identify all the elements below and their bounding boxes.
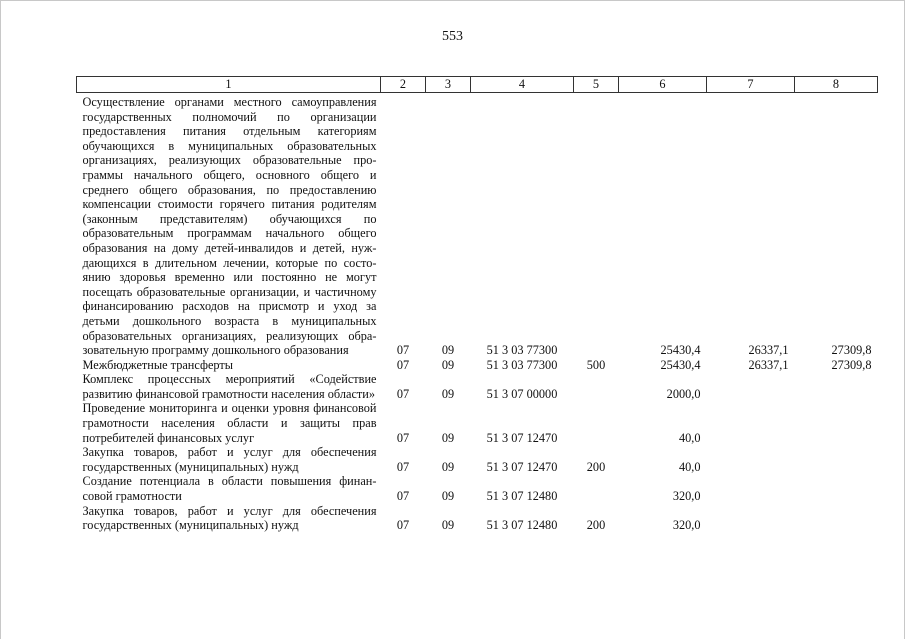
row-value-2 bbox=[707, 504, 795, 533]
row-section: 07 bbox=[396, 386, 410, 401]
row-value-2 bbox=[707, 474, 795, 503]
table-row bbox=[77, 401, 878, 445]
row-value-2: 26337,1 bbox=[748, 357, 789, 372]
row-section: 07 bbox=[396, 430, 410, 445]
row-target-code: 51 3 07 12470 bbox=[486, 459, 558, 474]
row-name: Создание потенциала в области повышения финансовой грамотности bbox=[82, 474, 377, 504]
row-expense-type bbox=[574, 401, 619, 445]
row-value-1: 40,0 bbox=[678, 430, 701, 445]
table-row bbox=[77, 358, 878, 373]
row-value-1: 25430,4 bbox=[660, 343, 701, 358]
row-subsection: 09 bbox=[441, 489, 455, 504]
table-row bbox=[77, 93, 878, 358]
row-section: 07 bbox=[396, 489, 410, 504]
header-col-8: 8 bbox=[795, 77, 878, 93]
row-value-1: 320,0 bbox=[672, 518, 701, 533]
row-subsection: 09 bbox=[441, 459, 455, 474]
row-name: Межбюджетные трансферты bbox=[82, 357, 234, 372]
header-col-3: 3 bbox=[426, 77, 471, 93]
header-row bbox=[77, 77, 878, 93]
row-target-code: 51 3 07 00000 bbox=[486, 386, 558, 401]
header-col-1: 1 bbox=[77, 77, 381, 93]
header-col-2: 2 bbox=[381, 77, 426, 93]
row-section: 07 bbox=[396, 343, 410, 358]
row-value-3 bbox=[795, 445, 878, 474]
row-value-3: 27309,8 bbox=[831, 357, 872, 372]
row-target-code: 51 3 07 12480 bbox=[486, 489, 558, 504]
row-name: Комплекс процессных мероприятий «Содействие развитию финансовой грамотности населения области» bbox=[82, 372, 377, 401]
row-value-1: 40,0 bbox=[678, 459, 701, 474]
header-col-5: 5 bbox=[574, 77, 619, 93]
row-section: 07 bbox=[396, 459, 410, 474]
budget-table bbox=[76, 76, 878, 533]
header-col-6: 6 bbox=[619, 77, 707, 93]
header-col-7: 7 bbox=[707, 77, 795, 93]
row-subsection: 09 bbox=[441, 386, 455, 401]
row-name: Закупка товаров, работ и услуг для обеспечения государственных (муниципальных) нужд bbox=[82, 445, 377, 474]
row-expense-type: 200 bbox=[586, 459, 606, 474]
header-col-4: 4 bbox=[471, 77, 574, 93]
row-expense-type bbox=[574, 93, 619, 358]
row-value-3 bbox=[795, 504, 878, 533]
row-value-1: 320,0 bbox=[672, 489, 701, 504]
row-value-2: 26337,1 bbox=[748, 343, 789, 358]
row-name: Проведение мониторинга и оценки уровня финансовой грамотности населения области и защиты прав потребителей финансовых услуг bbox=[82, 401, 377, 445]
row-target-code: 51 3 07 12480 bbox=[486, 518, 558, 533]
row-section: 07 bbox=[396, 518, 410, 533]
row-target-code: 51 3 07 12470 bbox=[486, 430, 558, 445]
row-expense-type: 200 bbox=[586, 518, 606, 533]
row-subsection: 09 bbox=[441, 357, 455, 372]
row-subsection: 09 bbox=[441, 518, 455, 533]
table-row bbox=[77, 474, 878, 503]
row-value-3 bbox=[795, 474, 878, 503]
table-row bbox=[77, 445, 878, 474]
row-value-2 bbox=[707, 401, 795, 445]
row-value-1: 2000,0 bbox=[666, 386, 701, 401]
row-expense-type: 500 bbox=[586, 357, 606, 372]
row-section: 07 bbox=[396, 357, 410, 372]
table-row bbox=[77, 504, 878, 533]
row-value-1: 25430,4 bbox=[660, 357, 701, 372]
row-name: Закупка товаров, работ и услуг для обеспечения государственных (муниципальных) нужд bbox=[82, 503, 377, 533]
row-value-2 bbox=[707, 372, 795, 401]
row-value-3 bbox=[795, 401, 878, 445]
row-target-code: 51 3 03 77300 bbox=[486, 343, 558, 358]
row-subsection: 09 bbox=[441, 430, 455, 445]
row-expense-type bbox=[574, 474, 619, 503]
row-expense-type bbox=[574, 372, 619, 401]
row-value-3 bbox=[795, 372, 878, 401]
page-number: 553 bbox=[442, 29, 463, 44]
row-name: Осуществление органами местного самоуправления государственных полномочий по организации предоставления питания отдельным категориям обучающихся в муниципальных образовательных организациях, реализующих образовательные программы начального общего, основного общего и среднего общего образования, по предоставлению компенсации стоимости горячего питания родителям (законным представителям) обучающихся по образовательным программам начального общего образования на дому детей-инвалидов и детей, нуждающихся в длительном лечении, которые по состоянию здоровья временно или постоянно не могут посещать образовательные организации, и частичному финансированию расходов на присмотр и уход за детьми дошкольного возраста в муниципальных образовательных организациях, реализующих образовательную программу дошкольного образования bbox=[82, 95, 377, 358]
row-subsection: 09 bbox=[441, 343, 455, 358]
row-target-code: 51 3 03 77300 bbox=[486, 357, 558, 372]
row-value-2 bbox=[707, 445, 795, 474]
table-row bbox=[77, 372, 878, 401]
row-value-3: 27309,8 bbox=[831, 343, 872, 358]
